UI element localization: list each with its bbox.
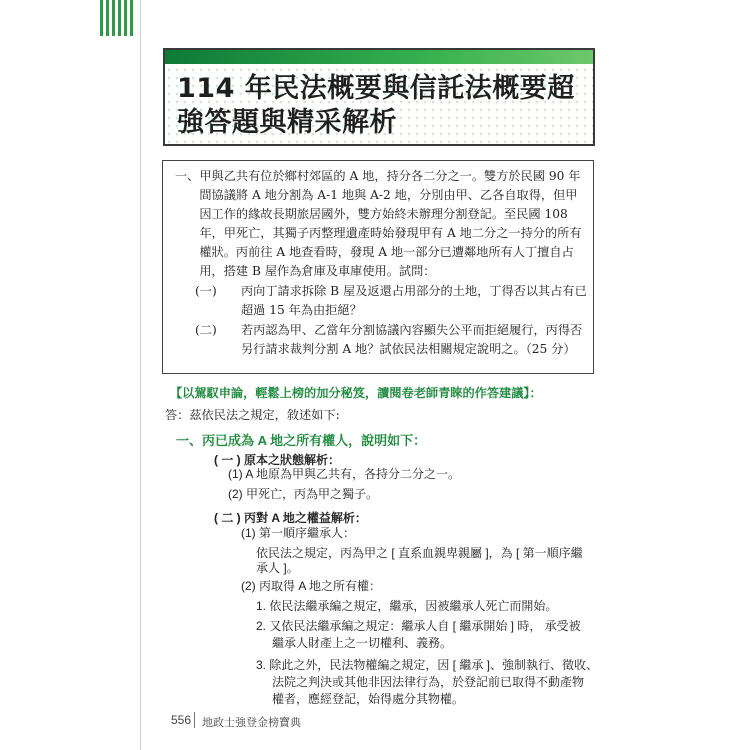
question-text: 甲與乙共有位於鄉村郊區的 A 地，持分各二分之一。雙方於民國 90 年間協議將 A 地分割為 A-1 地與 A-2 地，分別由甲、乙各自取得，但甲因工作的緣故長期旅居國外，雙方始終未辦理分割登記。至民國 108 年，甲死亡，其獨子丙整理遺產時始發現甲有 A 地二分之一持分的所有權狀。丙前往 A 地查看時，發現 A 地一部分已遭鄰地所有人丁擅自占用，搭建 B 屋作為倉庫及車庫使用。試問：	[199, 169, 582, 278]
book-title: 地政士強登金榜寶典	[202, 717, 301, 729]
question-sub-text: 若丙認為甲、乙當年分割協議內容顯失公平而拒絕履行，丙得否另行請求裁判分割 A 地？試依民法相關規定說明之。（25 分）	[241, 323, 583, 356]
question-sub-label: (二)	[195, 323, 217, 337]
list-item: (2) 丙取得 A 地之所有權：	[241, 579, 382, 593]
question-sub-2	[175, 321, 587, 359]
numbered-point-cont: 繼承人財產上之一切權利、義務。	[272, 636, 453, 650]
numbered-point: 3. 除此之外，民法物權編之規定，因 [ 繼承 ]、強制執行、徵收、	[256, 658, 599, 672]
list-item: (1) 第一順序繼承人：	[241, 526, 356, 540]
numbered-point: 2. 又依民法繼承編之規定：繼承人自 [ 繼承開始 ] 時， 承受被	[256, 619, 581, 633]
paragraph-line: 承人 ]。	[256, 561, 299, 575]
corner-stripe-decoration	[100, 0, 136, 36]
paragraph-line: 依民法之規定，丙為甲之 [ 直系血親卑親屬 ]，為 [ 第一順序繼	[256, 546, 583, 560]
advice-heading: 【以駕馭申論，輕鬆上榜的加分秘笈，讀閱卷老師青睞的作答建議】：	[170, 386, 542, 400]
numbered-point-cont: 法院之判決或其他非因法律行為，於登記前已取得不動產物	[272, 675, 585, 689]
numbered-point-cont: 權者，應經登記，始得處分其物權。	[272, 692, 465, 706]
title-green-bar	[165, 50, 593, 64]
page-number: 556	[171, 713, 192, 727]
part-heading: ( 一 ) 原本之狀態解析：	[214, 453, 340, 467]
footer-divider	[194, 712, 195, 728]
page-margin-line	[140, 0, 141, 750]
chapter-title: 114 年民法概要與信託法概要超強答題與精采解析	[177, 73, 575, 138]
part-heading: ( 二 ) 丙對 A 地之權益解析：	[214, 511, 367, 525]
question-sub-text: 丙向丁請求拆除 B 屋及返還占用部分的土地，丁得否以其占有已超過 15 年為由拒絕？	[241, 284, 587, 317]
answer-intro: 答：茲依民法之規定，敘述如下:	[165, 408, 340, 422]
question-body	[175, 167, 587, 359]
list-item: (2) 甲死亡，丙為甲之獨子。	[228, 487, 379, 501]
question-main	[175, 167, 587, 281]
section-heading: 一、丙已成為 A 地之所有權人，說明如下：	[176, 433, 427, 448]
question-box	[162, 160, 594, 374]
numbered-point: 1. 依民法繼承編之規定，繼承，因被繼承人死亡而開始。	[256, 599, 558, 613]
question-sub-1	[175, 282, 587, 320]
question-sub-label: (一)	[195, 284, 217, 298]
chapter-title-box	[163, 48, 595, 146]
question-number: 一、	[175, 169, 200, 183]
list-item: (1) A 地原為甲與乙共有，各持分二分之一。	[228, 467, 461, 481]
